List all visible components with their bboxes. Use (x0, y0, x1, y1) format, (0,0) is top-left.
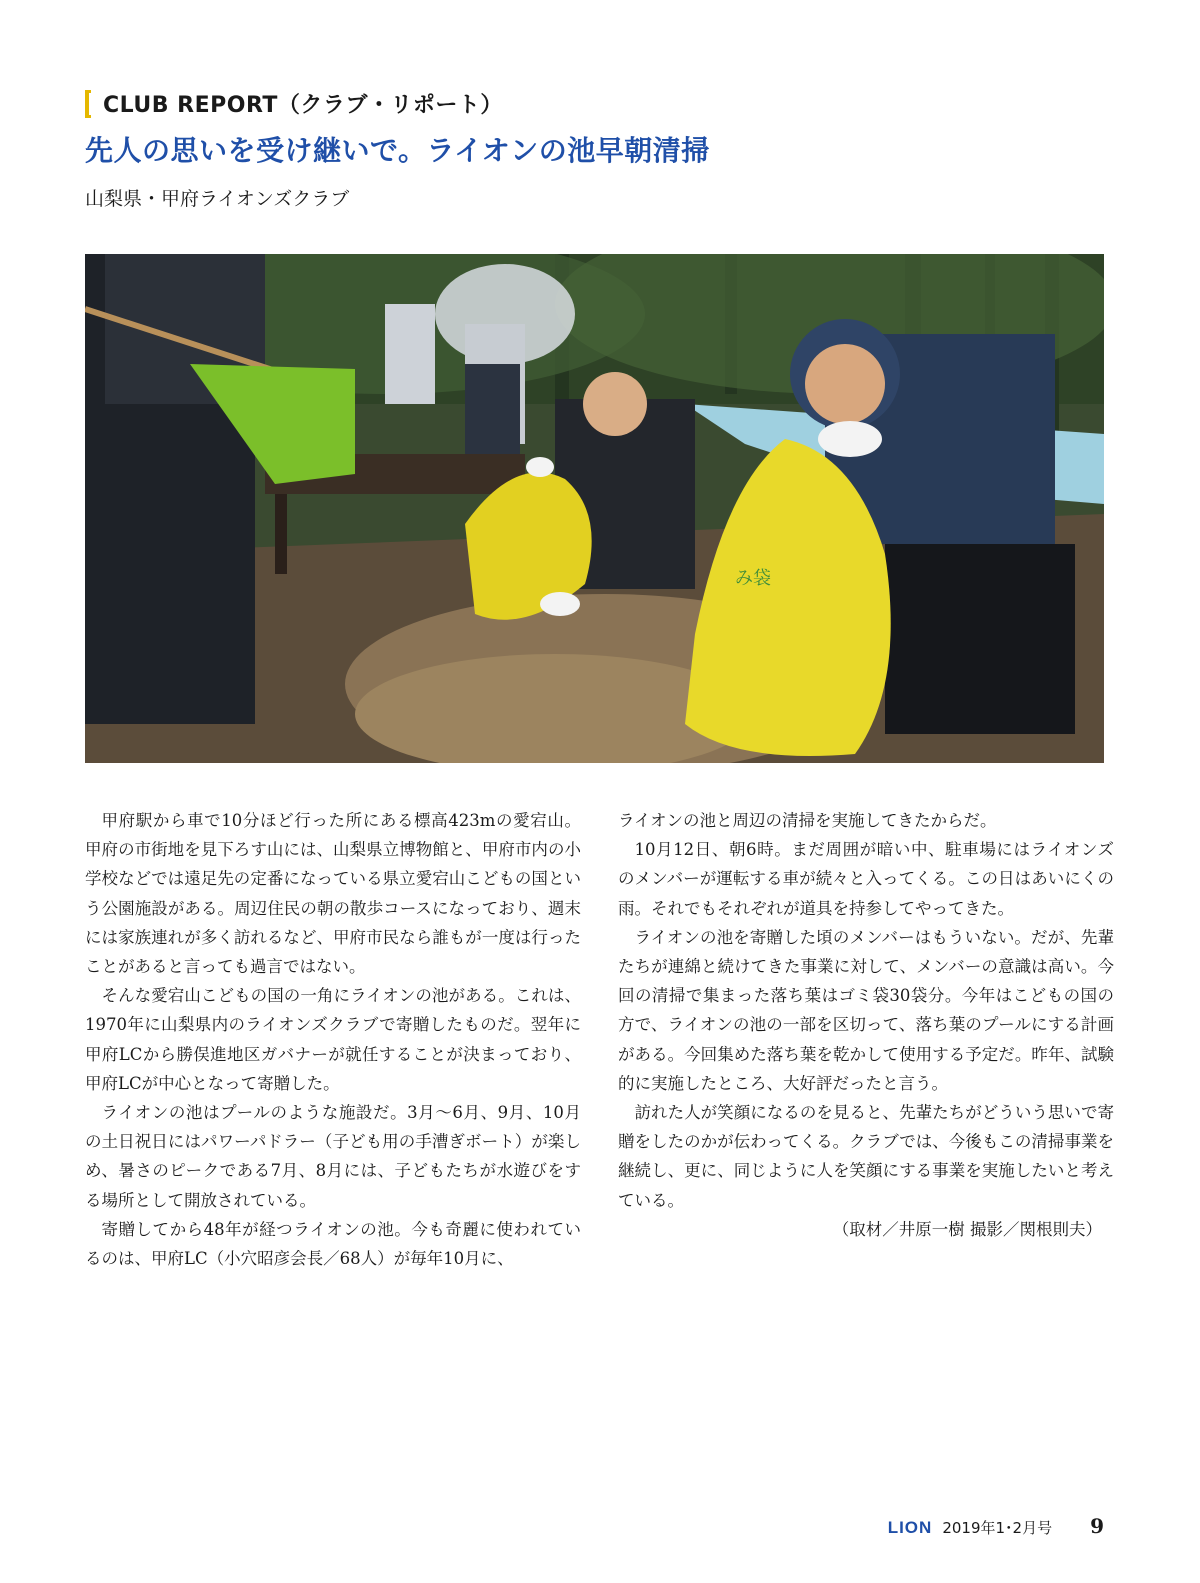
issue-date: 2019年1･2月号 (942, 1519, 1053, 1537)
article-column-right (618, 806, 1114, 1244)
paragraph-continuation: ライオンの池と周辺の清掃を実施してきたからだ。 (618, 811, 997, 830)
bag-print: み袋 (735, 568, 771, 589)
article-header (85, 88, 1115, 169)
section-label (85, 88, 1115, 119)
paragraph: 10月12日、朝6時。まだ周囲が暗い中、駐車場にはライオンズのメンバーが運転する車が続々と入ってくる。この日はあいにくの雨。それでもそれぞれが道具を持参してやってきた。 (618, 840, 1114, 918)
page-number: 9 (1090, 1514, 1104, 1538)
photo-credit: （取材／井原一樹 撮影／関根則夫） (832, 1219, 1102, 1239)
article-title: 先人の思いを受け継いで。ライオンの池早朝清掃 (85, 134, 710, 167)
article-column-left (85, 806, 581, 1273)
paragraph: そんな愛宕山こどもの国の一角にライオンの池がある。これは、1970年に山梨県内のライオンズクラブで寄贈したものだ。翌年に甲府LCから勝俣進地区ガバナーが就任することが決まっており、甲府LCが中心となって寄贈した。 (85, 986, 581, 1093)
magazine-name: LION (887, 1518, 933, 1537)
page-footer (888, 1514, 1104, 1538)
club-name: 山梨県・甲府ライオンズクラブ (85, 188, 350, 210)
paragraph: 寄贈してから48年が経つライオンの池。今も奇麗に使われているのは、甲府LC（小穴昭彦会長／68人）が毎年10月に、 (85, 1219, 581, 1269)
paragraph: 訪れた人が笑顔になるのを見ると、先輩たちがどういう思いで寄贈をしたのかが伝わってくる。クラブでは、今後もこの清掃事業を継続し、更に、同じように人を笑顔にする事業を実施したいと考えている。 (618, 1103, 1114, 1210)
paragraph: ライオンの池はプールのような施設だ。3月〜6月、9月、10月の土日祝日にはパワーパドラー（子ども用の手漕ぎボート）が楽しめ、暑さのピークである7月、8月には、子どもたちが水遊びをする場所として開放されている。 (85, 1103, 581, 1210)
cleanup-photo (85, 254, 1104, 763)
paragraph: 甲府駅から車で10分ほど行った所にある標高423mの愛宕山。甲府の市街地を見下ろす山には、山梨県立博物館と、甲府市内の小学校などでは遠足先の定番になっている県立愛宕山こどもの国という公園施設がある。周辺住民の朝の散歩コースになっており、週末には家族連れが多く訪れるなど、甲府市民なら誰もが一度は行ったことがあると言っても過言ではない。 (85, 811, 581, 977)
bracket-mark (85, 90, 91, 118)
section-label-text: CLUB REPORT（クラブ・リポート） (103, 93, 503, 118)
paragraph: ライオンの池を寄贈した頃のメンバーはもういない。だが、先輩たちが連綿と続けてきた事業に対して、メンバーの意識は高い。今回の清掃で集まった落ち葉はゴミ袋30袋分。今年はこどもの国の方で、ライオンの池の一部を区切って、落ち葉のプールにする計画がある。今回集めた落ち葉を乾かして使用する予定だ。昨年、試験的に実施したところ、大好評だったと言う。 (618, 927, 1114, 1093)
